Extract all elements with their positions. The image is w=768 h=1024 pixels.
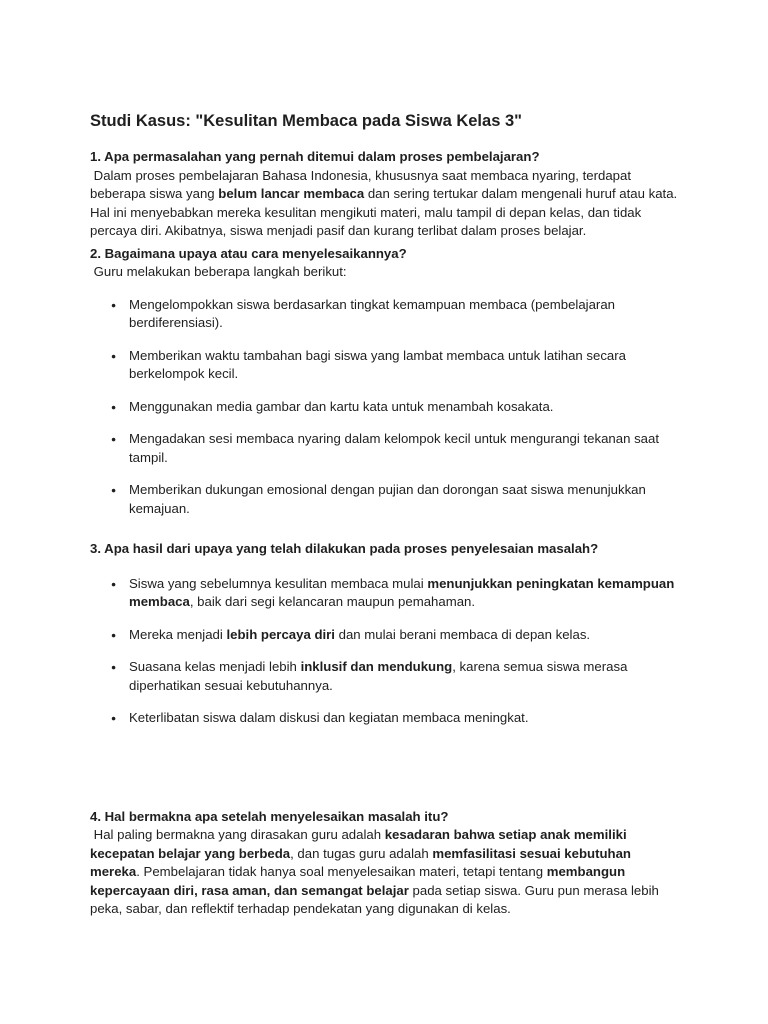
section-problem: [90, 148, 681, 241]
list-item: [90, 398, 678, 417]
list-item-text: Mengadakan sesi membaca nyaring dalam kelompok kecil untuk mengurangi tekanan saat tampil.: [129, 431, 659, 465]
bullet-icon: ●: [111, 662, 117, 672]
bullet-icon: ●: [111, 401, 117, 412]
section-solutions: [90, 245, 678, 519]
list-item: [90, 575, 678, 612]
list-item-text: Keterlibatan siswa dalam diskusi dan kegiatan membaca meningkat.: [129, 710, 529, 725]
list-item: [90, 626, 678, 645]
section-2-heading: 2. Bagaimana upaya atau cara menyelesaikannya?: [90, 245, 407, 261]
section-1-paragraph: Dalam proses pembelajaran Bahasa Indonesia, khususnya saat membaca nyaring, terdapat beberapa siswa yang belum lancar membaca dan sering tertukar dalam mengenali huruf atau kata. Hal ini menyebabkan mereka kesulitan mengikuti materi, malu tampil di depan kelas, dan tidak percaya diri. Akibatnya, siswa menjadi pasif dan kurang terlibat dalam proses belajar.: [90, 167, 681, 238]
list-item: [90, 347, 678, 384]
list-item-text: Menggunakan media gambar dan kartu kata untuk menambah kosakata.: [129, 398, 554, 414]
list-item-text: Siswa yang sebelumnya kesulitan membaca mulai menunjukkan peningkatan kemampuan membaca, baik dari segi kelancaran maupun pemahaman.: [129, 575, 675, 609]
section-results: [90, 540, 678, 728]
list-item: [90, 430, 678, 467]
bullet-icon: ●: [111, 713, 117, 723]
list-item-text: Memberikan dukungan emosional dengan pujian dan dorongan saat siswa menunjukkan kemajuan.: [129, 482, 646, 516]
document-title: Studi Kasus: "Kesulitan Membaca pada Siswa Kelas 3": [90, 112, 522, 130]
list-item: [90, 658, 678, 695]
list-item: [90, 296, 678, 333]
list-item-text: Mengelompokkan siswa berdasarkan tingkat kemampuan membaca (pembelajaran berdiferensiasi).: [129, 296, 615, 330]
list-item-text: Mereka menjadi lebih percaya diri dan mulai berani membaca di depan kelas.: [129, 626, 591, 642]
section-4-paragraph: Hal paling bermakna yang dirasakan guru adalah kesadaran bahwa setiap anak memiliki kecepatan belajar yang berbeda, dan tugas guru adalah memfasilitasi sesuai kebutuhan mereka. Pembelajaran tidak hanya soal menyelesaikan materi, tetapi tentang membangun kepercayaan diri, rasa aman, dan semangat belajar pada setiap siswa. Guru pun merasa lebih peka, sabar, dan reflektif terhadap pendekatan yang digunakan di kelas.: [90, 827, 663, 916]
bullet-icon: ●: [111, 434, 117, 444]
list-item-text: Memberikan waktu tambahan bagi siswa yang lambat membaca untuk latihan secara berkelompok kecil.: [129, 347, 626, 381]
bullet-icon: ●: [111, 350, 117, 361]
section-2-intro: Guru melakukan beberapa langkah berikut:: [90, 264, 347, 279]
bullet-icon: ●: [111, 485, 117, 495]
bullet-icon: ●: [111, 578, 117, 589]
list-item: [90, 709, 678, 728]
section-1-heading: 1. Apa permasalahan yang pernah ditemui dalam proses pembelajaran?: [90, 149, 540, 164]
section-3-heading: 3. Apa hasil dari upaya yang telah dilakukan pada proses penyelesaian masalah?: [90, 541, 599, 556]
section-4-heading: 4. Hal bermakna apa setelah menyelesaikan masalah itu?: [90, 808, 449, 824]
bullet-icon: ●: [111, 629, 117, 640]
bullet-icon: ●: [111, 299, 117, 310]
list-item-text: Suasana kelas menjadi lebih inklusif dan mendukung, karena semua siswa merasa diperhatikan sesuai kebutuhannya.: [129, 659, 628, 693]
section-3-bullet-list: [90, 575, 678, 728]
list-item: [90, 481, 678, 518]
section-reflection: [90, 808, 678, 919]
section-2-bullet-list: [90, 296, 678, 519]
